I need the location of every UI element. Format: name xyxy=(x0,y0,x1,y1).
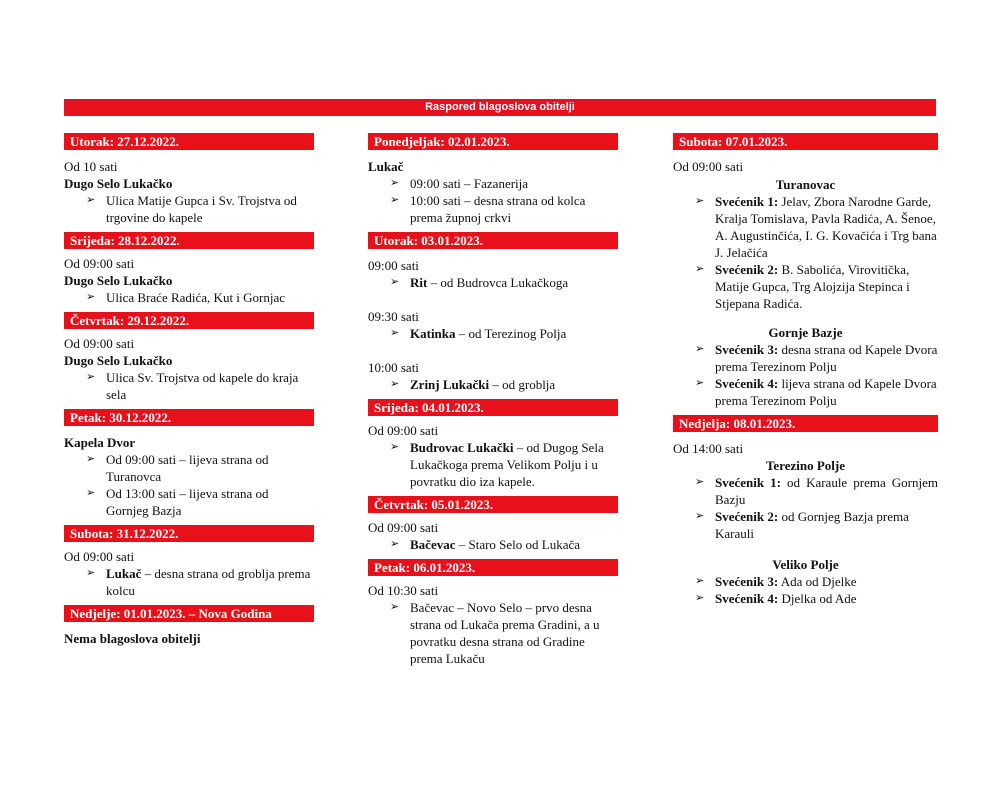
list-item: ➢ Svećenik 1: Jelav, Zbora Narodne Garde, Kralja Tomislava, Pavla Radića, A. Šenoe, A. Augustinčića, I. G. Kovačića i Trg bana J. Jelačića xyxy=(695,194,937,260)
day-header: Subota: 31.12.2022. xyxy=(64,525,314,542)
time-label: Od 09:00 sati xyxy=(64,549,135,564)
time-label: Od 09:00 sati xyxy=(368,520,439,535)
list-item: ➢ Od 09:00 sati – lijeva strana od Turanovca xyxy=(86,452,269,484)
time-label: Od 09:00 sati xyxy=(673,159,744,174)
list-item: ➢ Lukač – desna strana od groblja prema kolcu xyxy=(86,566,311,598)
list-item: ➢ Ulica Sv. Trojstva od kapele do kraja sela xyxy=(86,370,299,402)
arrow-icon: ➢ xyxy=(86,194,96,206)
time-label: 10:00 sati xyxy=(368,360,419,375)
list-item: ➢ 10:00 sati – desna strana od kolca prema župnoj crkvi xyxy=(390,193,586,225)
page-title: Raspored blagoslova obitelji xyxy=(64,99,936,116)
arrow-icon: ➢ xyxy=(695,575,705,587)
place-name: Turanovac xyxy=(775,177,836,192)
list-item: ➢ Svećenik 4: Djelka od Ade xyxy=(695,591,857,606)
arrow-icon: ➢ xyxy=(390,538,400,550)
place-name: Dugo Selo Lukačko xyxy=(64,273,173,288)
list-item: ➢ Svećenik 1: od Karaule prema Gornjem Bazju xyxy=(695,475,938,507)
arrow-icon: ➢ xyxy=(695,263,705,275)
list-item: ➢ Budrovac Lukački – od Dugog Sela Lukačkoga prema Velikom Polju i u povratku dio iza kapele. xyxy=(390,440,604,489)
day-header: Petak: 30.12.2022. xyxy=(64,409,314,426)
list-item: ➢ Ulica Matije Gupca i Sv. Trojstva od trgovine do kapele xyxy=(86,193,297,225)
list-item: ➢ Svećenik 4: lijeva strana od Kapele Dvora prema Terezinom Polju xyxy=(695,376,937,408)
place-name: Dugo Selo Lukačko xyxy=(64,176,173,191)
list-item: ➢ Od 13:00 sati – lijeva strana od Gornjeg Bazja xyxy=(86,486,269,518)
place-name: Kapela Dvor xyxy=(64,435,136,450)
arrow-icon: ➢ xyxy=(86,453,96,465)
list-item: ➢ Ulica Braće Radića, Kut i Gornjac xyxy=(86,290,286,305)
day-header: Srijeda: 04.01.2023. xyxy=(368,399,618,416)
arrow-icon: ➢ xyxy=(695,377,705,389)
time-label: Od 09:00 sati xyxy=(368,423,439,438)
list-item: ➢ Katinka – od Terezinog Polja xyxy=(390,326,567,341)
list-item: ➢ Svećenik 3: Ada od Djelke xyxy=(695,574,857,589)
column-2 xyxy=(368,133,618,667)
day-header: Subota: 07.01.2023. xyxy=(673,133,938,150)
list-item: ➢ Svećenik 3: desna strana od Kapele Dvora prema Terezinom Polju xyxy=(695,342,938,374)
time-label: Od 14:00 sati xyxy=(673,441,744,456)
time-label: Od 10 sati xyxy=(64,159,118,174)
list-item: ➢ Rit – od Budrovca Lukačkoga xyxy=(390,275,569,290)
note-text: Nema blagoslova obitelji xyxy=(64,631,201,646)
arrow-icon: ➢ xyxy=(390,441,400,453)
arrow-icon: ➢ xyxy=(86,291,96,303)
place-name: Veliko Polje xyxy=(772,557,839,572)
time-label: Od 09:00 sati xyxy=(64,336,135,351)
arrow-icon: ➢ xyxy=(86,371,96,383)
arrow-icon: ➢ xyxy=(695,476,705,488)
arrow-icon: ➢ xyxy=(695,195,705,207)
arrow-icon: ➢ xyxy=(695,592,705,604)
list-item: ➢ Svećenik 2: od Gornjeg Bazja prema Karauli xyxy=(695,509,909,541)
arrow-icon: ➢ xyxy=(390,194,400,206)
day-header: Ponedjeljak: 02.01.2023. xyxy=(368,133,618,150)
arrow-icon: ➢ xyxy=(86,487,96,499)
column-3 xyxy=(673,133,938,607)
day-header: Nedjelja: 08.01.2023. xyxy=(673,415,938,432)
arrow-icon: ➢ xyxy=(695,510,705,522)
list-item: ➢ Zrinj Lukački – od groblja xyxy=(390,377,556,392)
arrow-icon: ➢ xyxy=(390,327,400,339)
time-label: 09:00 sati xyxy=(368,258,419,273)
arrow-icon: ➢ xyxy=(390,276,400,288)
arrow-icon: ➢ xyxy=(390,177,400,189)
list-item: ➢ Bačevac – Novo Selo – prvo desna strana od Lukača prema Gradini, a u povratku desna strana od Gradine prema Lukaču xyxy=(390,600,600,666)
arrow-icon: ➢ xyxy=(695,343,705,355)
arrow-icon: ➢ xyxy=(86,567,96,579)
day-header: Utorak: 27.12.2022. xyxy=(64,133,314,150)
time-label: Od 09:00 sati xyxy=(64,256,135,271)
time-label: 09:30 sati xyxy=(368,309,419,324)
day-header: Nedjelje: 01.01.2023. – Nova Godina xyxy=(64,605,314,622)
day-header: Petak: 06.01.2023. xyxy=(368,559,618,576)
day-header: Srijeda: 28.12.2022. xyxy=(64,232,314,249)
day-header: Četvrtak: 29.12.2022. xyxy=(64,312,314,329)
arrow-icon: ➢ xyxy=(390,601,400,613)
place-name: Dugo Selo Lukačko xyxy=(64,353,173,368)
time-label: Od 10:30 sati xyxy=(368,583,439,598)
column-1 xyxy=(64,133,314,647)
list-item: ➢ Bačevac – Staro Selo od Lukača xyxy=(390,537,581,552)
place-name: Gornje Bazje xyxy=(768,325,843,340)
arrow-icon: ➢ xyxy=(390,378,400,390)
list-item: ➢ 09:00 sati – Fazanerija xyxy=(390,176,529,191)
place-name: Terezino Polje xyxy=(765,458,846,473)
day-header: Četvrtak: 05.01.2023. xyxy=(368,496,618,513)
day-header: Utorak: 03.01.2023. xyxy=(368,232,618,249)
place-name: Lukač xyxy=(368,159,404,174)
list-item: ➢ Svećenik 2: B. Sabolića, Virovitička, Matije Gupca, Trg Alojzija Stepinca i Stjepana Radića. xyxy=(695,262,910,311)
